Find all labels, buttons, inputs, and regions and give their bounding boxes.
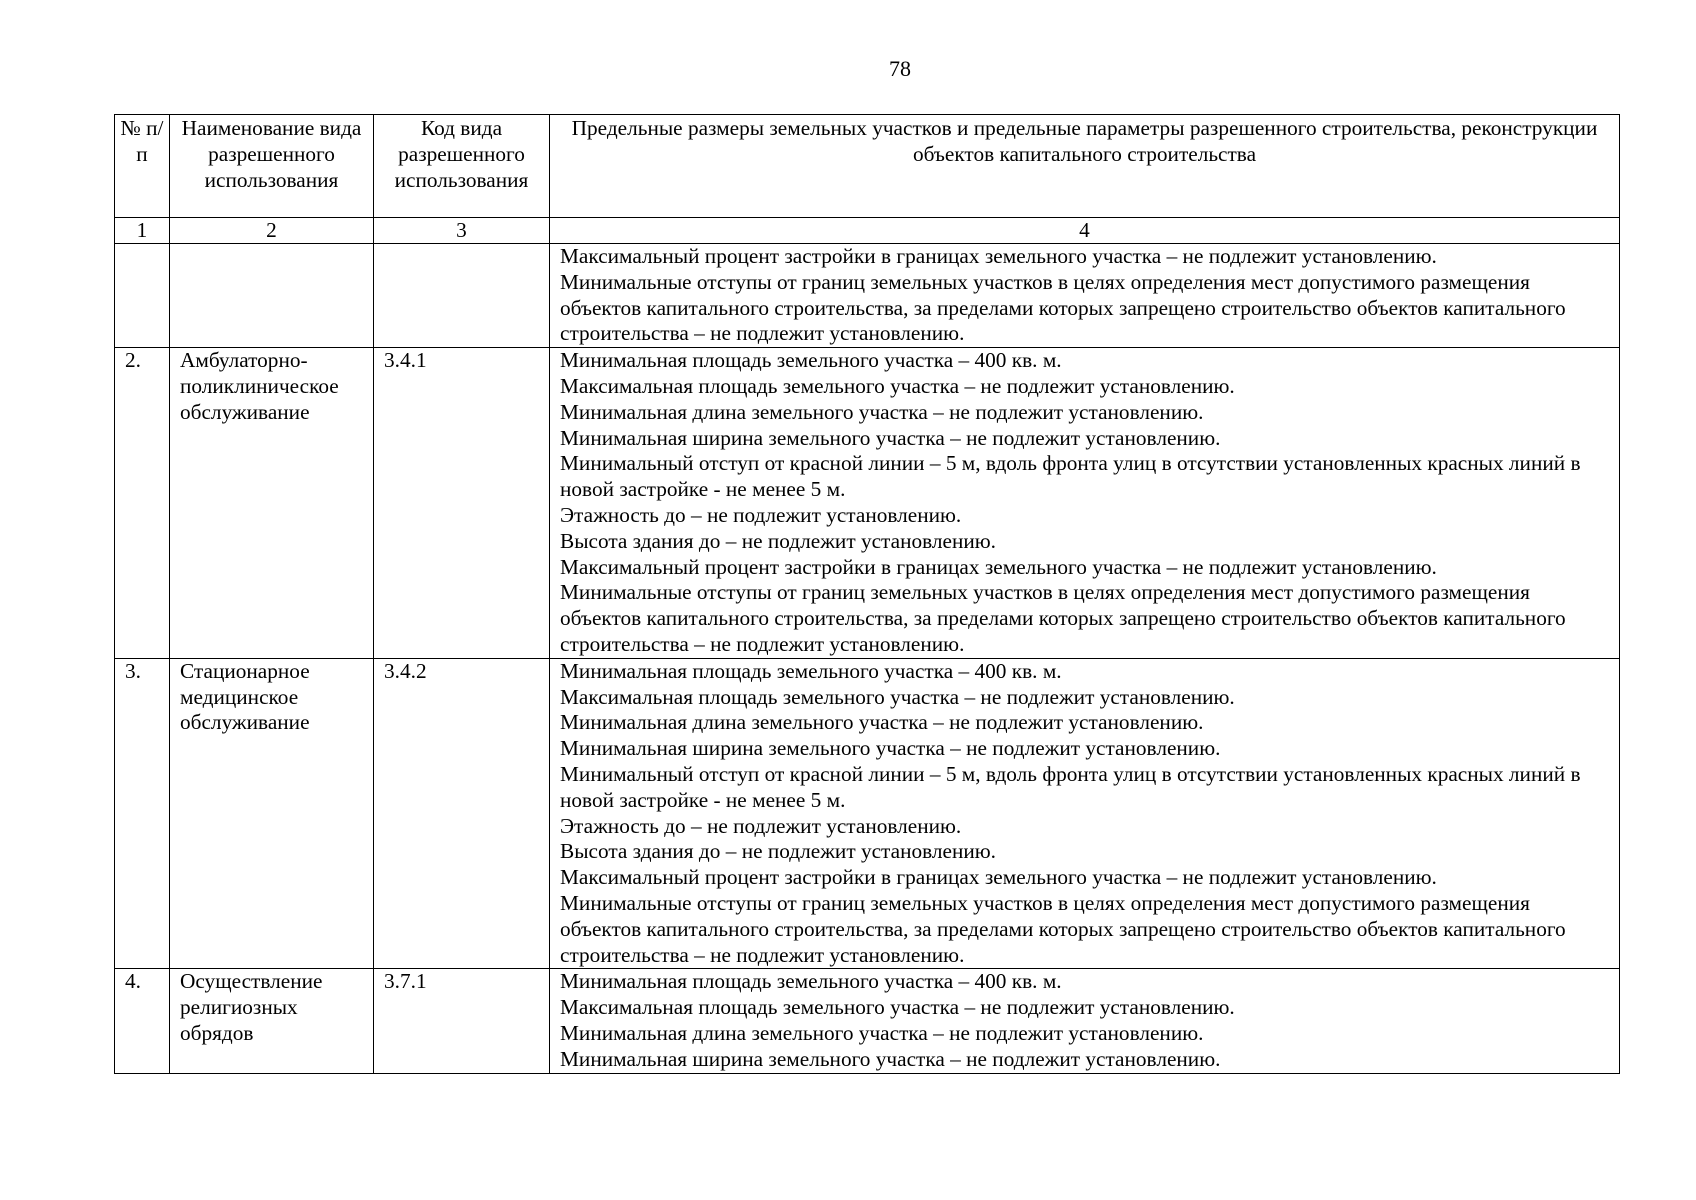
column-number: 4 (550, 218, 1620, 244)
column-number-row (115, 218, 1620, 244)
parameter-line: Минимальная длина земельного участка – не подлежит установлению. (560, 399, 1204, 424)
row-use-name: Осуществление религиозных обрядов (170, 969, 374, 1073)
parameter-line: Максимальный процент застройки в границах земельного участка – не подлежит установлению. (560, 865, 1437, 890)
parameter-line: Минимальная длина земельного участка – не подлежит установлению. (560, 1020, 1204, 1045)
parameter-line: Минимальная площадь земельного участка – 400 кв. м. (560, 348, 1062, 373)
parameter-line: Максимальная площадь земельного участка – не подлежит установлению. (560, 684, 1235, 709)
land-use-table (114, 114, 1620, 1074)
row-number (115, 244, 170, 348)
row-parameters (550, 658, 1620, 969)
row-use-code: 3.4.2 (374, 658, 550, 969)
table-row (115, 348, 1620, 659)
parameter-line: Максимальная площадь земельного участка – не подлежит установлению. (560, 995, 1235, 1020)
table-header-row (115, 115, 1620, 218)
page-number: 78 (889, 56, 911, 81)
parameter-line: Максимальная площадь земельного участка – не подлежит установлению. (560, 373, 1235, 398)
parameter-line: Этажность до – не подлежит установлению. (560, 502, 962, 527)
parameter-line: Минимальный отступ от красной линии – 5 м, вдоль фронта улиц в отсутствии установленных красных линий в новой застройке - не менее 5 м. (560, 451, 1581, 502)
row-use-name: Амбулаторно-поликлиническое обслуживание (170, 348, 374, 659)
parameter-line: Минимальные отступы от границ земельных участков в целях определения мест допустимого размещения объектов капитального строительства, за пределами которых запрещено строительство объектов капитального строительства – не подлежит установлению. (560, 890, 1566, 967)
column-number: 1 (115, 218, 170, 244)
parameter-line: Минимальная площадь земельного участка – 400 кв. м. (560, 969, 1062, 994)
row-number: 2. (115, 348, 170, 659)
parameter-line: Максимальный процент застройки в границах земельного участка – не подлежит установлению. (560, 244, 1437, 268)
parameter-line: Минимальный отступ от красной линии – 5 м, вдоль фронта улиц в отсутствии установленных красных линий в новой застройке - не менее 5 м. (560, 761, 1581, 812)
row-use-name: Стационарное медицинское обслуживание (170, 658, 374, 969)
parameter-line: Минимальная площадь земельного участка – 400 кв. м. (560, 658, 1062, 683)
row-parameters (550, 348, 1620, 659)
parameter-line: Минимальная ширина земельного участка – не подлежит установлению. (560, 1046, 1221, 1071)
parameter-line: Максимальный процент застройки в границах земельного участка – не подлежит установлению. (560, 554, 1437, 579)
parameter-line: Минимальные отступы от границ земельных участков в целях определения мест допустимого размещения объектов капитального строительства, за пределами которых запрещено строительство объектов капитального строительства – не подлежит установлению. (560, 269, 1566, 346)
table-row (115, 969, 1620, 1073)
table-row (115, 244, 1620, 348)
row-use-name (170, 244, 374, 348)
column-number: 2 (170, 218, 374, 244)
row-use-code: 3.4.1 (374, 348, 550, 659)
header-number: № п/п (115, 115, 170, 218)
parameter-line: Этажность до – не подлежит установлению. (560, 813, 962, 838)
header-parameters: Предельные размеры земельных участков и предельные параметры разрешенного строительства, реконструкции объектов капитального строительства (550, 115, 1620, 218)
parameter-line: Высота здания до – не подлежит установлению. (560, 839, 997, 864)
parameter-line: Минимальная длина земельного участка – не подлежит установлению. (560, 710, 1204, 735)
header-use-name: Наименование вида разрешенного использования (170, 115, 374, 218)
header-use-code: Код вида разрешенного использования (374, 115, 550, 218)
row-parameters (550, 969, 1620, 1073)
parameter-line: Минимальная ширина земельного участка – не подлежит установлению. (560, 736, 1221, 761)
row-number: 3. (115, 658, 170, 969)
row-use-code: 3.7.1 (374, 969, 550, 1073)
column-number: 3 (374, 218, 550, 244)
parameter-line: Высота здания до – не подлежит установлению. (560, 528, 997, 553)
table-row (115, 658, 1620, 969)
row-use-code (374, 244, 550, 348)
row-parameters (550, 244, 1620, 348)
row-number: 4. (115, 969, 170, 1073)
parameter-line: Минимальная ширина земельного участка – не подлежит установлению. (560, 425, 1221, 450)
parameter-line: Минимальные отступы от границ земельных участков в целях определения мест допустимого размещения объектов капитального строительства, за пределами которых запрещено строительство объектов капитального строительства – не подлежит установлению. (560, 580, 1566, 656)
